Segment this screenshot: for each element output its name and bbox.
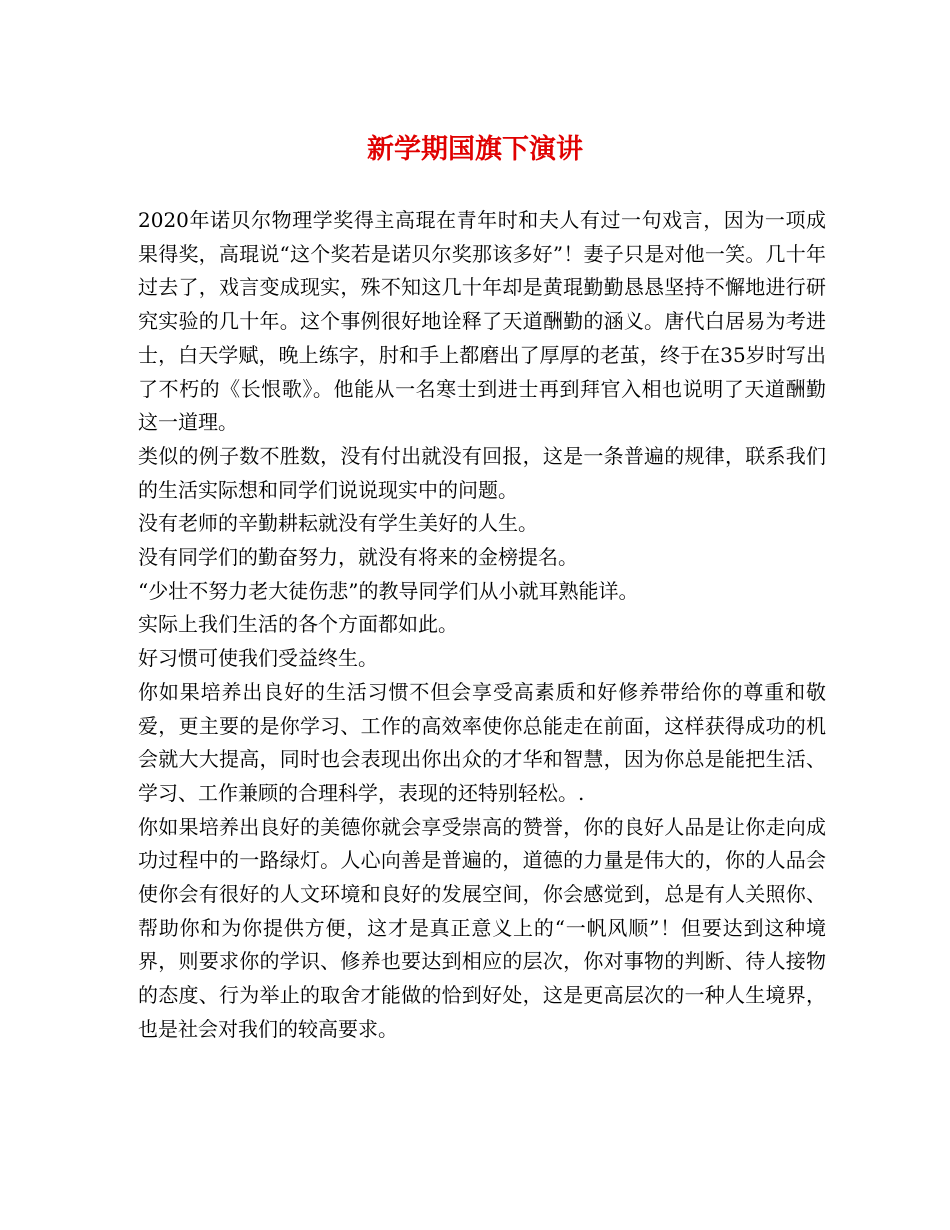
paragraph: 你如果培养出良好的美德你就会享受崇高的赞誉，你的良好人品是让你走向成功过程中的一路绿灯。人心向善是普遍的，道德的力量是伟大的，你的人品会使你会有很好的人文环境和良好的发展空间，你会感觉到，总是有人关照你、帮助你和为你提供方便，这才是真正意义上的“一帆风顺”！但要达到这种境界，则要求你的学识、修养也要达到相应的层次，你对事物的判断、待人接物的态度、行为举止的取舍才能做的恰到好处，这是更高层次的一种人生境界，也是社会对我们的较高要求。 xyxy=(138,814,826,1041)
paragraph: 好习惯可使我们受益终生。 xyxy=(138,646,378,671)
paragraph: 2020年诺贝尔物理学奖得主高琨在青年时和夫人有过一句戏言，因为一项成果得奖，高琨说“这个奖若是诺贝尔奖那该多好”！妻子只是对他一笑。几十年过去了，戏言变成现实，殊不知这几十年却是黄琨勤勤恳恳坚持不懈地进行研究实验的几十年。这个事例很好地诠释了天道酬勤的涵义。唐代白居易为考进士，白天学赋，晚上练字，肘和手上都磨出了厚厚的老茧，终于在35岁时写出了不朽的《长恨歌》。他能从一名寒士到进士再到拜官入相也说明了天道酬勤这一道理。 xyxy=(138,208,826,435)
paragraph: 类似的例子数不胜数，没有付出就没有回报，这是一条普遍的规律，联系我们的生活实际想和同学们说说现实中的问题。 xyxy=(138,443,826,502)
paragraph: 没有同学们的勤奋努力，就没有将来的金榜提名。 xyxy=(138,545,578,570)
page-title: 新学期国旗下演讲 xyxy=(367,134,583,165)
paragraph: 你如果培养出良好的生活习惯不但会享受高素质和好修养带给你的尊重和敬爱，更主要的是你学习、工作的高效率使你总能走在前面，这样获得成功的机会就大大提高，同时也会表现出你出众的才华和智慧，因为你总是能把生活、学习、工作兼顾的合理科学，表现的还特别轻松。. xyxy=(138,679,826,805)
document-body xyxy=(138,204,826,1047)
paragraph: “少壮不努力老大徒伤悲”的教导同学们从小就耳熟能详。 xyxy=(138,578,639,603)
paragraph: 实际上我们生活的各个方面都如此。 xyxy=(138,612,458,637)
paragraph: 没有老师的辛勤耕耘就没有学生美好的人生。 xyxy=(138,511,538,536)
